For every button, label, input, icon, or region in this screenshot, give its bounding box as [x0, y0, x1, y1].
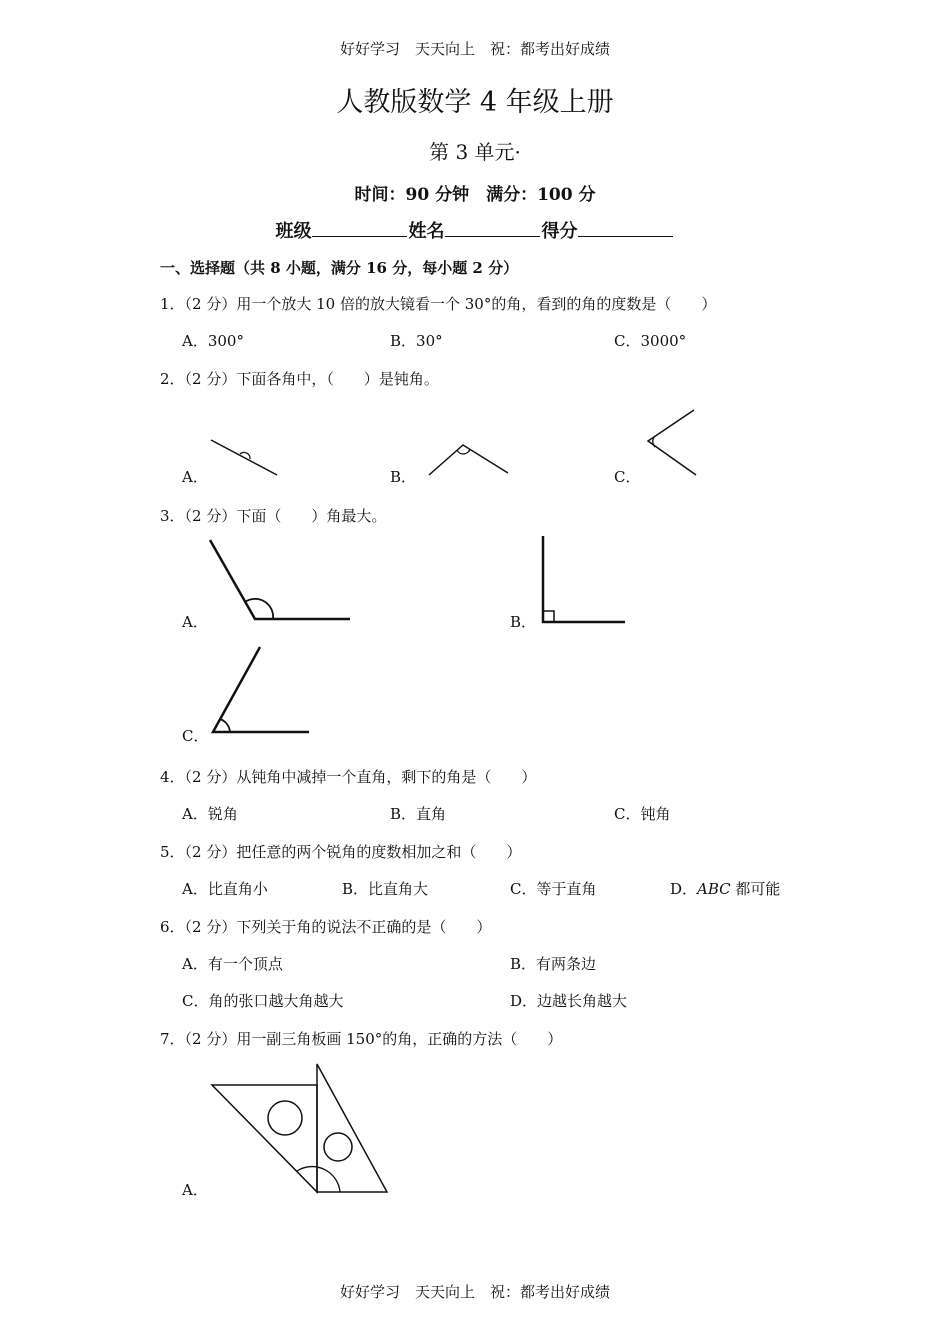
question-6-option-d[interactable]: D．边越长角越大	[510, 992, 628, 1010]
question-4-option-a[interactable]: A．锐角	[182, 805, 238, 823]
question-5-option-b[interactable]: B．比直角大	[342, 880, 429, 898]
angle-figure-b	[425, 438, 515, 480]
question-5-option-d[interactable]	[670, 878, 780, 899]
question-2-option-b[interactable]: B．	[390, 468, 417, 486]
question-3-option-a[interactable]: A．	[182, 613, 208, 631]
page-title: 人教版数学 4 年级上册	[336, 87, 614, 118]
question-5-option-a[interactable]: A．比直角小	[182, 880, 268, 898]
set-square-figure	[205, 1060, 395, 1200]
question-1-stem: 1．（2 分）用一个放大 10 倍的放大镜看一个 30°的角，看到的角的度数是（ ）	[160, 295, 717, 313]
question-4-option-b[interactable]: B．直角	[390, 805, 447, 823]
question-6-stem: 6．（2 分）下列关于角的说法不正确的是（ ）	[160, 918, 492, 936]
question-7-option-a[interactable]: A．	[182, 1181, 208, 1199]
score-blank[interactable]	[578, 218, 673, 237]
unit-label: 第 3 单元·	[429, 140, 521, 164]
question-3-option-b[interactable]: B．	[510, 613, 537, 631]
question-7-stem: 7．（2 分）用一副三角板画 150°的角，正确的方法（ ）	[160, 1030, 563, 1048]
question-4-option-c[interactable]: C．钝角	[614, 805, 671, 823]
class-blank[interactable]	[312, 218, 407, 237]
angle-figure-3c	[205, 643, 315, 738]
option-d-prefix: D．	[670, 880, 698, 898]
question-6-option-b[interactable]: B．有两条边	[510, 955, 597, 973]
option-d-suffix: 都可能	[730, 880, 781, 898]
score-label: 得分	[541, 221, 578, 242]
right-angle-figure-3b	[535, 533, 630, 628]
angle-figure-c	[642, 405, 702, 480]
section-heading: 一、选择题（共 8 小题，满分 16 分，每小题 2 分）	[160, 259, 519, 277]
question-6-option-c[interactable]: C．角的张口越大角越大	[182, 992, 344, 1010]
option-d-italic: ABC	[697, 880, 731, 898]
angle-figure-3a	[205, 535, 355, 625]
page-footer: 好好学习 天天向上 祝：都考出好成绩	[339, 1283, 610, 1301]
question-2-option-a[interactable]: A．	[182, 468, 208, 486]
name-blank[interactable]	[445, 218, 540, 237]
question-1-option-a[interactable]: A．300°	[182, 332, 244, 350]
page-header: 好好学习 天天向上 祝：都考出好成绩	[339, 40, 610, 58]
question-5-stem: 5．（2 分）把任意的两个锐角的度数相加之和（ ）	[160, 843, 522, 861]
class-label: 班级	[275, 221, 312, 242]
question-5-option-c[interactable]: C．等于直角	[510, 880, 597, 898]
question-2-option-c[interactable]: C．	[614, 468, 641, 486]
question-1-option-b[interactable]: B．30°	[390, 332, 443, 350]
question-3-option-c[interactable]: C．	[182, 727, 209, 745]
question-1-option-c[interactable]: C．3000°	[614, 332, 687, 350]
question-4-stem: 4．（2 分）从钝角中减掉一个直角，剩下的角是（ ）	[160, 768, 537, 786]
obtuse-angle-figure-a	[205, 435, 285, 480]
name-label: 姓名	[408, 221, 445, 242]
question-3-stem: 3．（2 分）下面（ ）角最大。	[160, 507, 387, 525]
student-info	[0, 217, 950, 243]
time-score: 时间：90 分钟 满分：100 分	[354, 185, 596, 205]
question-2-stem: 2．（2 分）下面各角中，（ ）是钝角。	[160, 370, 439, 388]
question-6-option-a[interactable]: A．有一个顶点	[182, 955, 283, 973]
